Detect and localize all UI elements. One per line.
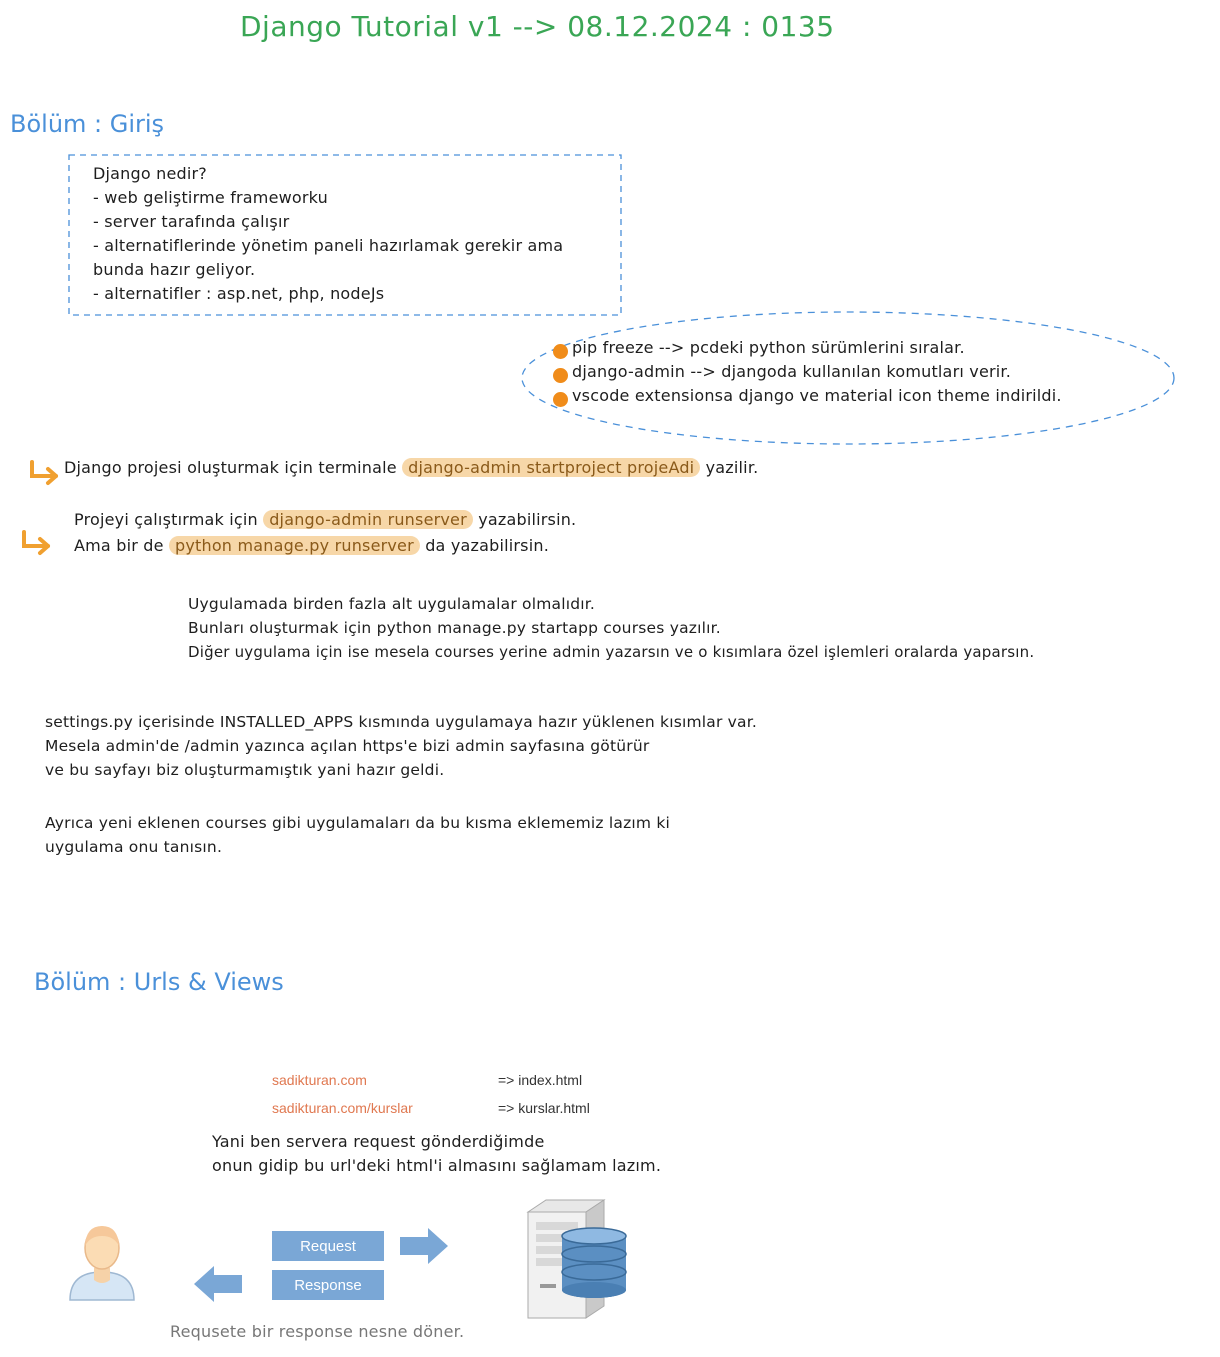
apps-line: Diğer uygulama için ise mesela courses yerine admin yazarsın ve o kısımlara özel işlemleri oralarda yaparsın. bbox=[188, 643, 1035, 661]
box-line: - alternatiflerinde yönetim paneli hazırlamak gerekir ama bbox=[93, 236, 564, 255]
startproject-line: Django projesi oluşturmak için terminale django-admin startproject projeAdi yazilir. bbox=[64, 458, 759, 477]
bullet-dot-icon bbox=[553, 392, 568, 407]
startproject-highlight: django-admin startproject projeAdi bbox=[402, 458, 700, 477]
caption: Requsete bir response nesne döner. bbox=[170, 1322, 465, 1341]
runserver-line-2: Ama bir de python manage.py runserver da yazabilirsin. bbox=[74, 536, 549, 555]
settings-line: Mesela admin'de /admin yazınca açılan https'e bizi admin sayfasına götürür bbox=[45, 737, 650, 755]
section-heading-giris: Bölüm : Giriş bbox=[10, 110, 165, 138]
box-line: - server tarafında çalışır bbox=[93, 212, 290, 231]
settings-line: ve bu sayfayı biz oluşturmamıştık yani hazır geldi. bbox=[45, 761, 445, 779]
runserver-line-1: Projeyi çalıştırmak için django-admin runserver yazabilirsin. bbox=[74, 510, 577, 529]
bullet-item: django-admin --> djangoda kullanılan komutları verir. bbox=[553, 360, 1062, 384]
box-line: bunda hazır geliyor. bbox=[93, 260, 256, 279]
apps-line: Uygulamada birden fazla alt uygulamalar olmalıdır. bbox=[188, 595, 596, 613]
left-arrow-icon bbox=[192, 1264, 244, 1304]
explain-line: onun gidip bu url'deki html'i almasını sağlamam lazım. bbox=[212, 1156, 662, 1175]
explain-line: Yani ben servera request gönderdiğimde bbox=[212, 1132, 545, 1151]
request-label-box: Request bbox=[272, 1231, 384, 1261]
manage-runserver-highlight: python manage.py runserver bbox=[169, 536, 420, 555]
runserver-block bbox=[74, 508, 576, 558]
turn-arrow-icon bbox=[28, 458, 62, 486]
also-block bbox=[45, 811, 670, 859]
url-row bbox=[272, 1072, 612, 1100]
bullet-dot-icon bbox=[553, 344, 568, 359]
apps-block bbox=[188, 592, 1034, 664]
box-line: - web geliştirme frameworku bbox=[93, 188, 329, 207]
bullet-dot-icon bbox=[553, 368, 568, 383]
user-icon bbox=[66, 1218, 138, 1302]
url-table bbox=[272, 1072, 612, 1128]
box-line: - alternatifler : asp.net, php, nodeJs bbox=[93, 284, 385, 303]
apps-line: Bunları oluşturmak için python manage.py startapp courses yazılır. bbox=[188, 619, 721, 637]
bullet-item: vscode extensionsa django ve material icon theme indirildi. bbox=[553, 384, 1062, 408]
right-arrow-icon bbox=[398, 1226, 450, 1266]
turn-arrow-icon bbox=[20, 528, 54, 556]
server-database-icon bbox=[522, 1198, 632, 1322]
also-line: Ayrıca yeni eklenen courses gibi uygulamaları da bu kısma eklememiz lazım ki bbox=[45, 814, 671, 832]
url-site: sadikturan.com/kurslar bbox=[272, 1100, 413, 1116]
explain-block bbox=[212, 1130, 661, 1178]
page-title: Django Tutorial v1 --> 08.12.2024 : 0135 bbox=[240, 10, 835, 43]
section-heading-urls-views: Bölüm : Urls & Views bbox=[34, 968, 284, 996]
command-bullets bbox=[553, 336, 1062, 408]
response-label-box: Response bbox=[272, 1270, 384, 1300]
url-row bbox=[272, 1100, 612, 1128]
also-line: uygulama onu tanısın. bbox=[45, 838, 223, 856]
runserver-highlight: django-admin runserver bbox=[263, 510, 473, 529]
url-file: => kurslar.html bbox=[498, 1100, 590, 1116]
django-definition-box bbox=[93, 162, 563, 306]
bullet-item: pip freeze --> pcdeki python sürümlerini sıralar. bbox=[553, 336, 1062, 360]
url-file: => index.html bbox=[498, 1072, 583, 1088]
box-line: Django nedir? bbox=[93, 164, 207, 183]
url-site: sadikturan.com bbox=[272, 1072, 367, 1088]
settings-block bbox=[45, 710, 757, 782]
settings-line: settings.py içerisinde INSTALLED_APPS kısmında uygulamaya hazır yüklenen kısımlar var. bbox=[45, 713, 758, 731]
